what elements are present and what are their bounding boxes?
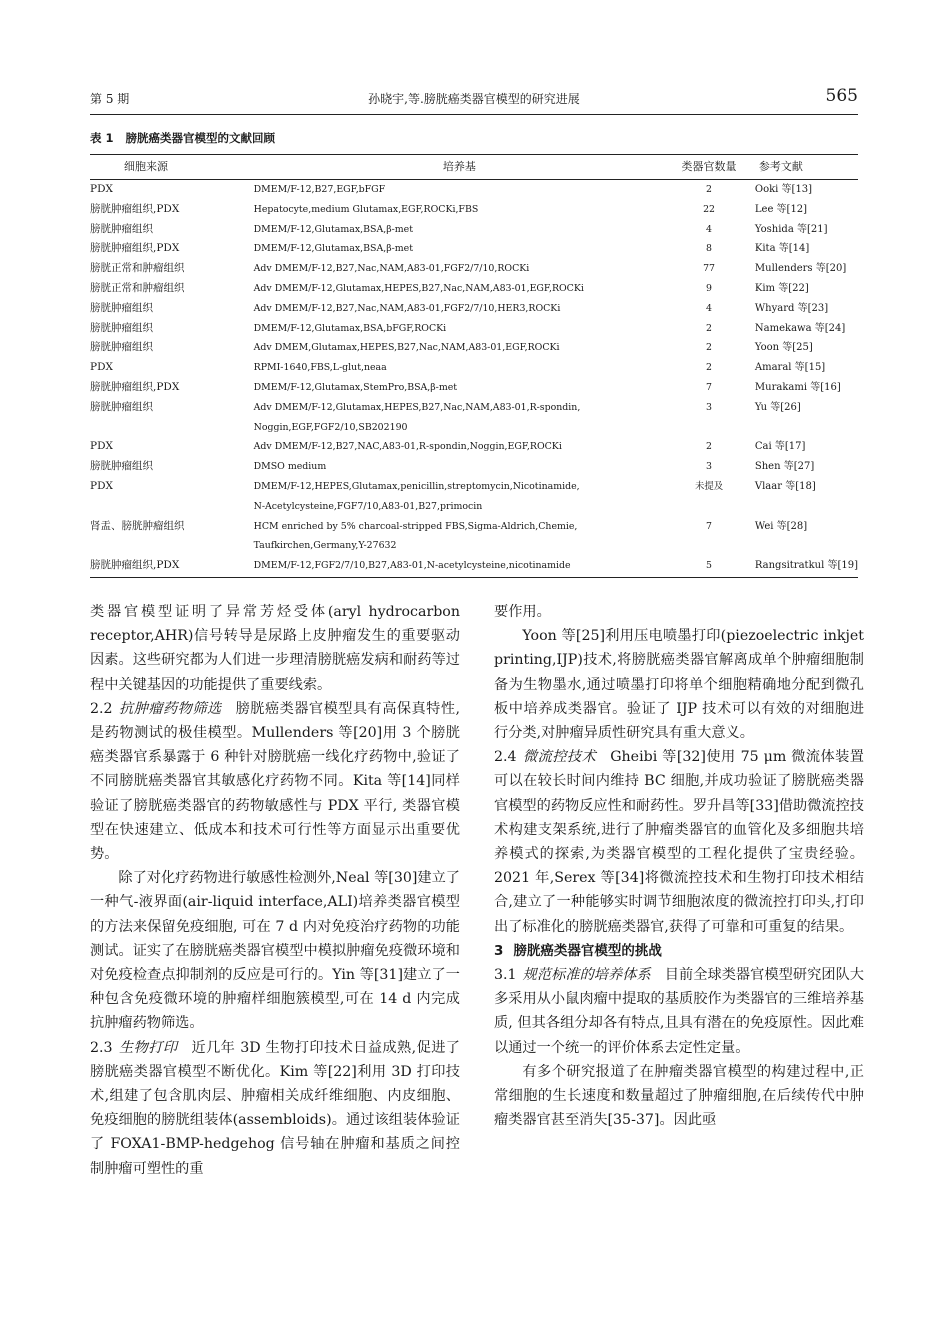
cell-medium [250,398,670,438]
table-row [90,358,858,378]
medium-line: DMEM/F-12,B27,EGF,bFGF [253,184,386,195]
cell-medium [250,556,670,576]
cell-reference: Yoon 等[25] [754,342,813,354]
cell-source: 膀胱肿瘤组织 [90,341,153,354]
cell-medium [250,180,670,200]
medium-line: DMEM/F-12,Glutamax,StemPro,BSA,β-met [253,381,458,393]
paragraph: 要作用。 [494,604,551,620]
running-title: 孙晓宇,等.膀胱癌类器官模型的研究进展 [368,92,580,106]
body-column-right [494,600,864,1132]
medium-line: HCM enriched by 5% charcoal-stripped FBS,Sigma-Aldrich,Chemie, [253,520,578,532]
cell-count: 7 [706,520,713,532]
medium-line: Noggin,EGF,FGF2/10,SB202190 [253,421,408,433]
subsection-paragraph [90,1036,460,1181]
table-row [90,556,858,576]
section-heading [494,939,864,963]
subsection-title: 微流控技术 [522,749,597,766]
cell-source: 肾盂、膀胱肿瘤组织 [90,519,185,532]
cell-reference: Whyard 等[23] [754,302,829,314]
medium-line: DMSO medium [253,461,327,473]
cell-medium [250,319,670,339]
cell-medium [250,220,670,240]
cell-count: 未提及 [694,480,724,492]
subsection-text: 目前全球类器官模型研究团队大多采用从小鼠肉瘤中提取的基质胶作为类器官的三维培养基质, 但其各组分却各有特点,且具有潜在的免疫原性。因此难以通过一个统一的评价体系去定性定量。 [494,967,864,1056]
subsection-number: 2.3 [90,1039,113,1056]
subsection-paragraph [494,745,864,939]
column-header: 类器官数量 [681,160,737,174]
cell-medium [250,299,670,319]
cell-medium [250,437,670,457]
cell-count: 22 [703,203,715,215]
table-row [90,259,858,279]
cell-count: 9 [706,282,713,294]
subsection-text: Gheibi 等[32]使用 75 μm 微流体装置可以在较长时间内维持 BC 细胞,并成功验证了膀胱癌类器官模型的药物反应性和耐药性。罗升昌等[33]借助微流控技术构建支架系统,进行了肿瘤类器官的血管化及多细胞共培养模式的探索,为类器官模型的工程化提供了宝贵经验。2021 年,Serex 等[34]将微流控技术和生物打印技术相结合,建立了一种能够实时调节细胞浓度的微流控打印头,打印出了标准化的膀胱癌类器官,获得了可靠和可重复的结果。 [494,749,864,935]
medium-line: DMEM/F-12,FGF2/7/10,B27,A83-01,N-acetylcysteine,nicotinamide [253,560,571,572]
subsection-text: 膀胱癌类器官模型具有高保真特性,是药物测试的极佳模型。Mullenders 等[20]用 3 个膀胱癌类器官系暴露于 6 种针对膀胱癌一线化疗药物中,验证了不同膀胱癌类器官其敏感化疗药物不同。Kita 等[14]同样验证了膀胱癌类器官的药物敏感性与 PDX 平行, 类器官模型在快速建立、低成本和技术可行性等方面显示出重要优势。 [90,700,460,863]
cell-source: 膀胱肿瘤组织 [90,460,153,473]
medium-line: RPMI-1640,FBS,L-glut,neaa [253,362,387,374]
column-header: 参考文献 [758,160,803,174]
cell-count: 2 [706,362,713,374]
medium-line: Adv DMEM/F-12,B27,NAC,A83-01,R-spondin,Noggin,EGF,ROCKi [253,441,562,453]
table-row [90,200,858,220]
table-caption [90,130,275,146]
table-row [90,378,858,398]
medium-line: Adv DMEM/F-12,Glutamax,HEPES,B27,Nac,NAM,A83-01,R-spondin, [253,401,581,413]
cell-medium [250,239,670,259]
cell-reference: Ooki 等[13] [754,184,813,195]
table-row [90,279,858,299]
table-row [90,299,858,319]
page-header [90,88,858,108]
medium-line: Taufkirchen,Germany,Y-27632 [253,540,397,552]
cell-count: 2 [706,184,713,195]
section-title: 膀胱癌类器官模型的挑战 [513,942,662,959]
cell-reference: Amaral 等[15] [754,362,826,374]
cell-source: 膀胱正常和肿瘤组织 [90,262,185,275]
cell-reference: Yu 等[26] [754,401,801,413]
medium-line: Adv DMEM,Glutamax,HEPES,B27,Nac,NAM,A83-01,EGF,ROCKi [253,342,560,354]
cell-reference: Murakami 等[16] [754,381,841,393]
column-header: 细胞来源 [124,160,168,174]
cell-reference: Kim 等[22] [754,282,809,294]
cell-source: 膀胱肿瘤组织 [90,400,153,413]
table-row [90,437,858,457]
table-body [90,180,858,576]
cell-medium [250,279,670,299]
table-row [90,180,858,200]
subsection-paragraph [90,697,460,866]
medium-line: DMEM/F-12,HEPES,Glutamax,penicillin,streptomycin,Nicotinamide, [253,480,580,492]
cell-source: PDX [90,479,113,492]
table-row [90,220,858,240]
cell-source: PDX [90,361,113,374]
subsection-paragraph [494,963,864,1060]
table-row [90,239,858,259]
medium-line: DMEM/F-12,Glutamax,BSA,β-met [253,243,414,255]
section-number: 3 [494,942,504,959]
cell-count: 2 [706,441,713,453]
cell-source: 膀胱正常和肿瘤组织 [90,281,185,294]
cell-reference: Rangsitratkul 等[19] [754,560,858,572]
issue-number: 第 5 期 [90,92,130,106]
medium-line: DMEM/F-12,Glutamax,BSA,bFGF,ROCKi [253,322,447,334]
cell-medium [250,457,670,477]
literature-table [90,155,858,576]
cell-count: 8 [706,243,713,255]
cell-reference: Mullenders 等[20] [754,263,847,275]
cell-source: 膀胱肿瘤组织 [90,321,153,334]
cell-reference: Lee 等[12] [754,203,808,215]
table-row [90,517,858,557]
paragraph: 除了对化疗药物进行敏感性检测外,Neal 等[30]建立了一种气-液界面(air-liquid interface,ALI)培养类器官模型的方法来保留免疫细胞, 可在 7 d 内对免疫治疗药物的功能测试。证实了在膀胱癌类器官模型中模拟肿瘤免疫微环境和对免疫检查点抑制剂的反应是可行的。Yin 等[31]建立了一种包含免疫微环境的肿瘤样细胞簇模型,可在 14 d 内完成抗肿瘤药物筛选。 [90,870,460,1032]
table-label: 表 1 [90,131,114,145]
table-row [90,319,858,339]
subsection-number: 3.1 [494,967,517,984]
medium-line: Adv DMEM/F-12,B27,Nac,NAM,A83-01,FGF2/7/10,HER3,ROCKi [253,302,561,314]
cell-medium [250,477,670,517]
cell-count: 7 [706,381,713,393]
medium-line: Adv DMEM/F-12,Glutamax,HEPES,B27,Nac,NAM,A83-01,EGF,ROCKi [253,282,584,294]
cell-count: 3 [706,401,713,413]
table-title: 膀胱癌类器官模型的文献回顾 [125,131,276,145]
cell-reference: Namekawa 等[24] [754,322,846,334]
paragraph: 有多个研究报道了在肿瘤类器官模型的构建过程中,正常细胞的生长速度和数量超过了肿瘤细胞,在后续传代中肿瘤类器官甚至消失[35-37]。因此亟 [494,1063,864,1129]
cell-reference: Cai 等[17] [754,441,806,453]
cell-source: PDX [90,440,113,453]
column-header: 培养基 [442,160,476,174]
cell-source: 膀胱肿瘤组织,PDX [90,380,180,393]
cell-reference: Shen 等[27] [754,461,815,473]
cell-count: 4 [706,223,713,235]
cell-medium [250,259,670,279]
medium-line: DMEM/F-12,Glutamax,BSA,β-met [253,223,414,235]
cell-count: 2 [706,342,713,354]
cell-medium [250,338,670,358]
subsection-number: 2.4 [494,749,517,766]
cell-medium [250,517,670,557]
table-row [90,457,858,477]
subsection-title: 规范标准的培养体系 [522,967,651,984]
body-column-left [90,600,460,1181]
cell-reference: Vlaar 等[18] [754,480,816,492]
cell-source: 膀胱肿瘤组织,PDX [90,202,180,215]
cell-count: 5 [706,560,713,572]
cell-count: 2 [706,322,713,334]
medium-line: N-Acetylcysteine,FGF7/10,A83-01,B27,primocin [253,500,483,512]
paragraph: Yoon 等[25]利用压电喷墨打印(piezoelectric inkjet printing,IJP)技术,将膀胱癌类器官解离成单个肿瘤细胞制备为生物墨水,通过喷墨打印将单个细胞精确地分配到微孔板中培养成类器官。验证了 IJP 技术可以有效的对细胞进行分类,对肿瘤异质性研究具有重大意义。 [494,628,864,742]
cell-medium [250,358,670,378]
table-row [90,338,858,358]
subsection-number: 2.2 [90,700,113,717]
cell-medium [250,378,670,398]
page-number: 565 [825,86,858,106]
cell-source: 膀胱肿瘤组织 [90,301,153,314]
table-row [90,398,858,438]
cell-count: 4 [706,302,713,314]
subsection-title: 生物打印 [118,1039,178,1056]
cell-source: 膀胱肿瘤组织 [90,222,153,235]
table-bottom-rule [90,577,858,578]
cell-source: 膀胱肿瘤组织,PDX [90,559,180,572]
paragraph: 类器官模型证明了异常芳烃受体(aryl hydrocarbon receptor,AHR)信号转导是尿路上皮肿瘤发生的重要驱动因素。这些研究都为人们进一步理清膀胱癌发病和耐药等过程中关键基因的功能提供了重要线索。 [90,604,460,693]
table-header-row [90,155,858,180]
cell-reference: Kita 等[14] [754,243,810,255]
header-rule [90,114,858,115]
cell-reference: Yoshida 等[21] [754,223,828,235]
cell-source: 膀胱肿瘤组织,PDX [90,242,180,255]
subsection-title: 抗肿瘤药物筛选 [118,700,222,717]
medium-line: Hepatocyte,medium Glutamax,EGF,ROCKi,FBS [253,203,479,215]
cell-count: 3 [706,461,713,473]
subsection-text: 近几年 3D 生物打印技术日益成熟,促进了膀胱癌类器官模型不断优化。Kim 等[22]利用 3D 打印技术,组建了包含肌肉层、肿瘤相关成纤维细胞、内皮细胞、免疫细胞的膀胱组装体(assembloids)。通过该组装体验证了 FOXA1-BMP-hedgehog 信号轴在肿瘤和基质之间控制肿瘤可塑性的重 [90,1039,460,1177]
cell-count: 77 [703,263,715,275]
medium-line: Adv DMEM/F-12,B27,Nac,NAM,A83-01,FGF2/7/10,ROCKi [253,263,530,275]
cell-reference: Wei 等[28] [754,520,808,532]
cell-source: PDX [90,183,113,195]
table-row [90,477,858,517]
cell-medium [250,200,670,220]
